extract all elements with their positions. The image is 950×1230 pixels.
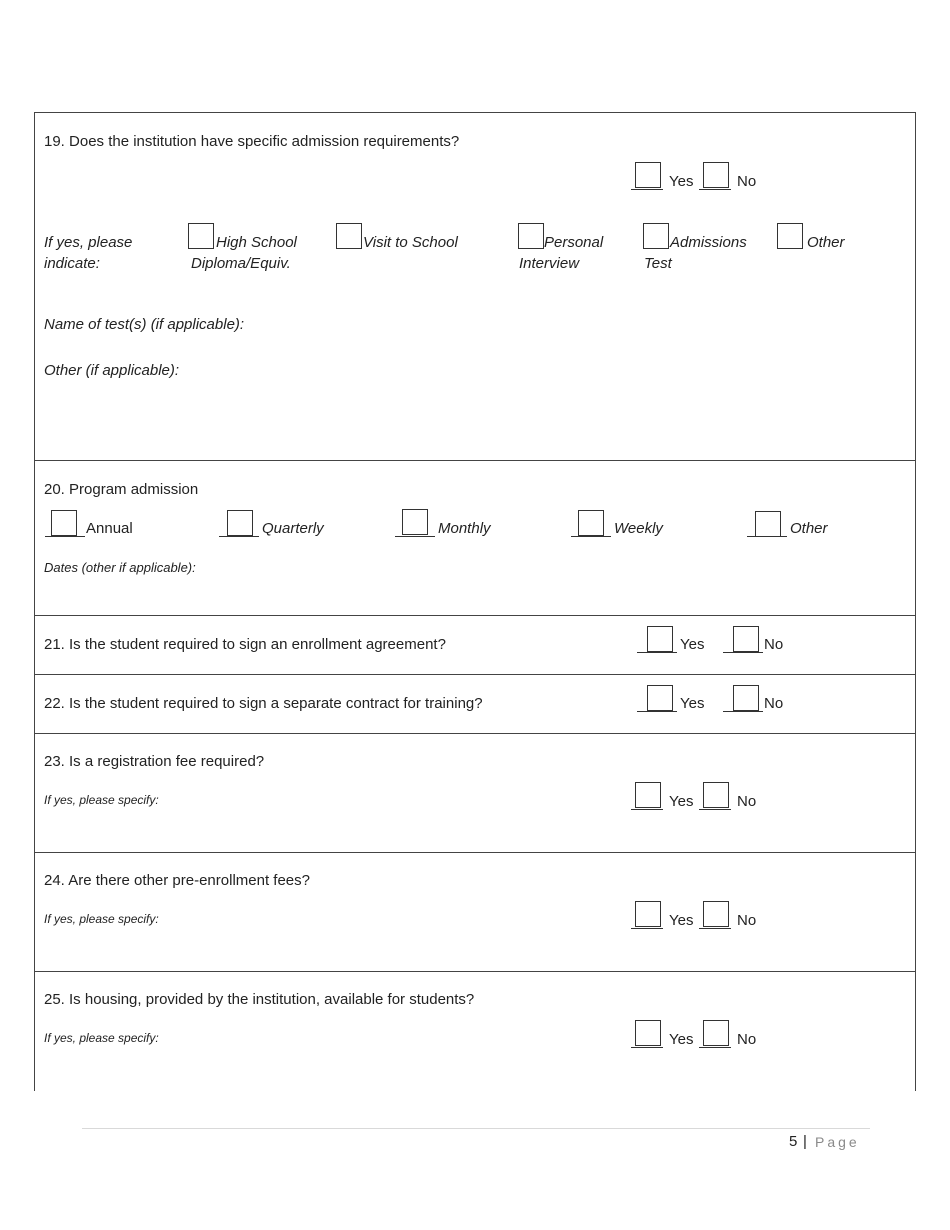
section-q23 — [35, 733, 915, 853]
section-q21 — [35, 615, 915, 675]
q21-yes-checkbox[interactable] — [647, 626, 673, 652]
section-q25 — [35, 971, 915, 1091]
q21-no-checkbox[interactable] — [733, 626, 759, 652]
q25-yes-label: Yes — [669, 1031, 694, 1048]
q19-no-label: No — [737, 173, 757, 190]
q19-interview-checkbox[interactable] — [518, 223, 544, 249]
q19-visit-checkbox[interactable] — [336, 223, 362, 249]
q19-visit-label: Visit to School — [363, 234, 458, 251]
q19-test-label2: Test — [644, 255, 672, 272]
q19-no-checkbox[interactable] — [703, 162, 729, 188]
q19-other-label: Other — [807, 234, 845, 251]
q20-quarterly-checkbox[interactable] — [227, 510, 253, 536]
q19-test-checkbox[interactable] — [643, 223, 669, 249]
admission-form — [34, 112, 916, 1091]
q20-other-label: Other — [790, 520, 828, 537]
q20-monthly-label: Monthly — [438, 520, 491, 537]
q22-no-checkbox[interactable] — [733, 685, 759, 711]
q25-yes-checkbox[interactable] — [635, 1020, 661, 1046]
q22-question: 22. Is the student required to sign a separate contract for training? — [44, 695, 483, 712]
q23-no-label: No — [737, 793, 757, 810]
q19-highschool-label1: High School — [216, 234, 297, 251]
q23-yes-label: Yes — [669, 793, 694, 810]
q25-specify-label: If yes, please specify: — [44, 1031, 159, 1045]
q19-interview-label1: Personal — [544, 234, 604, 251]
q19-highschool-checkbox[interactable] — [188, 223, 214, 249]
q19-highschool-label2: Diploma/Equiv. — [191, 255, 291, 272]
section-q24 — [35, 852, 915, 972]
q20-weekly-checkbox[interactable] — [578, 510, 604, 536]
q20-dates-label: Dates (other if applicable): — [44, 560, 196, 575]
q23-question: 23. Is a registration fee required? — [44, 753, 265, 770]
q20-annual-checkbox[interactable] — [51, 510, 77, 536]
q21-question: 21. Is the student required to sign an enrollment agreement? — [44, 636, 446, 653]
q24-no-label: No — [737, 912, 757, 929]
q19-yes-label: Yes — [669, 173, 694, 190]
q24-question: 24. Are there other pre-enrollment fees? — [44, 872, 310, 889]
q24-yes-checkbox[interactable] — [635, 901, 661, 927]
page-number: 5 — [789, 1133, 798, 1150]
q23-no-checkbox[interactable] — [703, 782, 729, 808]
q19-tests-label: Name of test(s) (if applicable): — [44, 316, 245, 333]
q19-interview-label2: Interview — [519, 255, 580, 272]
footer-divider — [82, 1128, 870, 1129]
page-word: Page — [815, 1134, 860, 1150]
q19-yes-checkbox[interactable] — [635, 162, 661, 188]
q19-other-applicable-label: Other (if applicable): — [44, 362, 180, 379]
q19-other-checkbox[interactable] — [777, 223, 803, 249]
q25-no-checkbox[interactable] — [703, 1020, 729, 1046]
q24-no-checkbox[interactable] — [703, 901, 729, 927]
q22-no-label: No — [764, 695, 784, 712]
q19-indicate-line2: indicate: — [44, 255, 100, 272]
q19-question: 19. Does the institution have specific admission requirements? — [44, 133, 460, 150]
q19-indicate-line1: If yes, please — [44, 234, 133, 251]
section-q22 — [35, 674, 915, 734]
q20-annual-label: Annual — [86, 520, 133, 537]
section-q20 — [35, 460, 915, 616]
section-q19 — [35, 113, 915, 461]
q22-yes-label: Yes — [680, 695, 705, 712]
q21-no-label: No — [764, 636, 784, 653]
q19-test-label1: Admissions — [670, 234, 747, 251]
q20-monthly-checkbox[interactable] — [402, 509, 428, 535]
page-separator: | — [803, 1133, 807, 1150]
q25-no-label: No — [737, 1031, 757, 1048]
q20-other-checkbox[interactable] — [755, 511, 781, 537]
q21-yes-label: Yes — [680, 636, 705, 653]
q20-weekly-label: Weekly — [614, 520, 663, 537]
q20-question: 20. Program admission — [44, 481, 199, 498]
q23-specify-label: If yes, please specify: — [44, 793, 159, 807]
q22-yes-checkbox[interactable] — [647, 685, 673, 711]
q24-specify-label: If yes, please specify: — [44, 912, 159, 926]
q25-question: 25. Is housing, provided by the institution, available for students? — [44, 991, 475, 1008]
q20-quarterly-label: Quarterly — [262, 520, 324, 537]
q23-yes-checkbox[interactable] — [635, 782, 661, 808]
q24-yes-label: Yes — [669, 912, 694, 929]
